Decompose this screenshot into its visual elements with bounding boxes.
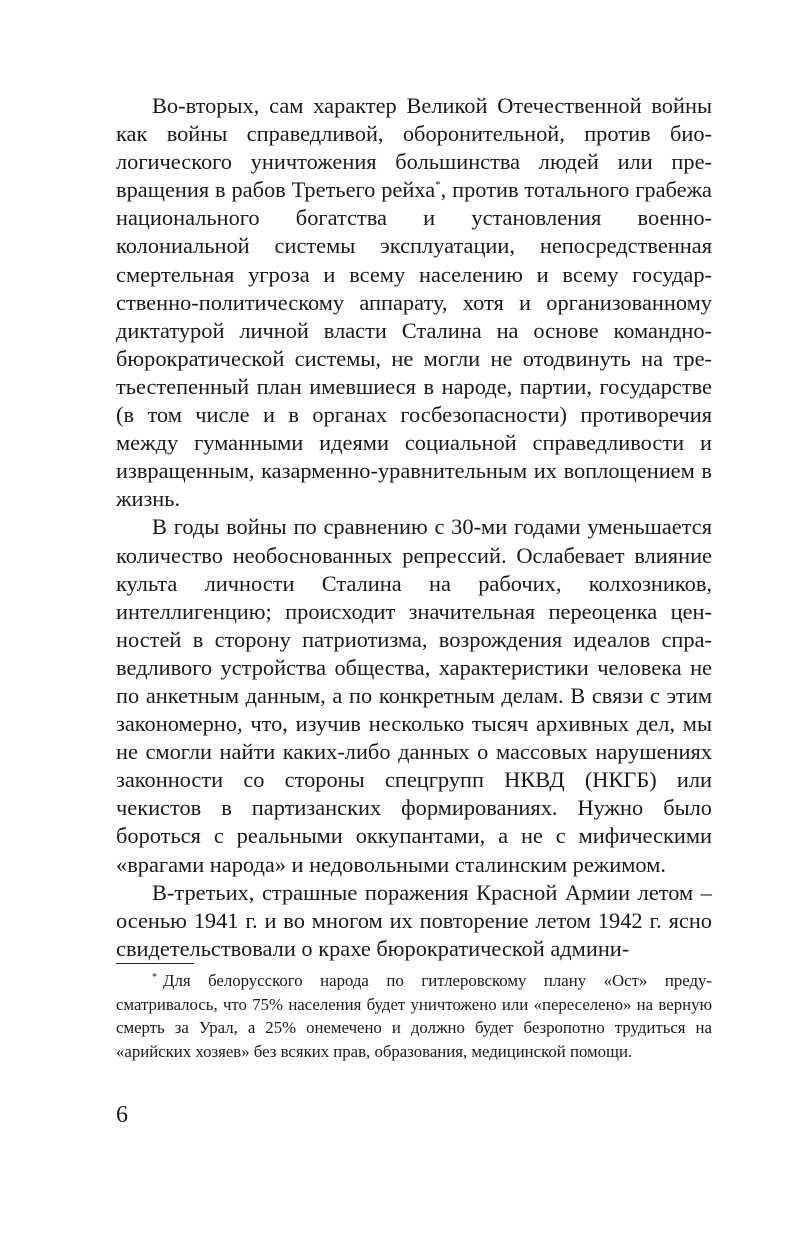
paragraph-1	[116, 92, 712, 513]
footnote-text: Для белорусского народа по гитлеровскому плану «Ост» предусматривалось, что 75% населения будет уничтожено или «переселено» на верную смерть за Урал, а 25% онемечено и должно будет безропотно трудиться на «арийских хозяев» без всяких прав, образования, медицинской помощи.	[116, 971, 712, 1061]
paragraph-1-text-a: Во-вторых, сам характер Великой Отечественной войны как войны справедливой, оборонительной, против биологического уничтожения большинства людей или превращения в рабов Третьего рейха	[116, 93, 712, 203]
footnote-reference: *	[435, 179, 441, 192]
paragraph-3: В-третьих, страшные поражения Красной Армии летом – осенью 1941 г. и во многом их повторение летом 1942 г. ясно свидетельствовали о крахе бюрократической админи-	[116, 879, 712, 961]
main-text	[116, 92, 712, 963]
paragraph-2: В годы войны по сравнению с 30-ми годами уменьшается количество необоснованных репрессий. Ослабевает влияние культа личности Сталина на рабочих, колхозников, интеллигенцию; происходит значительная переоценка ценностей в сторону патриотизма, возрождения идеалов справедливого устройства общества, характеристики человека не по анкетным данным, а по конкретным делам. В связи с этим закономерно, что, изучив несколько тысяч архивных дел, мы не смогли найти каких-либо данных о массовых нарушениях законности со стороны спецгрупп НКВД (НКГБ) или чекистов в партизанских формированиях. Нужно было бороться с реальными оккупантами, а не с мифическими «врагами народа» и недовольными сталинским режимом.	[116, 514, 712, 877]
footnote	[116, 969, 712, 1063]
footnote-divider	[116, 963, 194, 964]
footnote-mark: *	[152, 972, 157, 983]
paragraph-1-text-b: , против тотального грабежа национального богатства и установления военно-колониальной системы эксплуатации, непосредственная смертельная угроза и всему населению и всему государственно-политическому аппарату, хотя и организованному диктатурой личной власти Сталина на основе командно-бюрократической системы, не могли не отодвинуть на третьестепенный план имевшиеся в народе, партии, государстве (в том числе и в органах госбезопасности) противоречия между гуманными идеями социальной справедливости и извращенным, казарменно-уравнительным их воплощением в жизнь.	[116, 177, 712, 512]
page-number: 6	[116, 1102, 128, 1128]
